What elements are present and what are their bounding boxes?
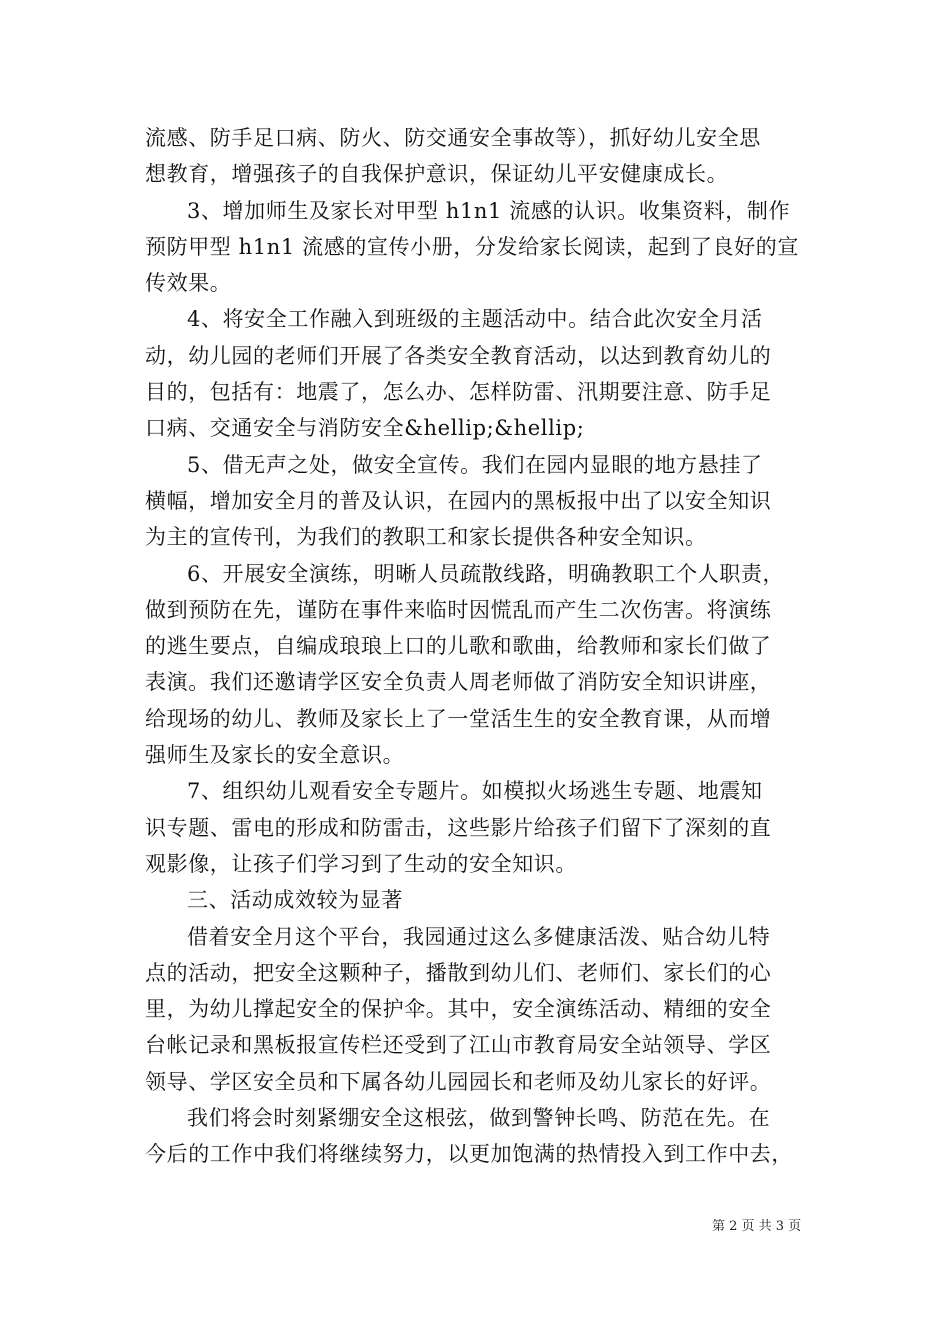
text-line: 口病、交通安全与消防安全&hellip;&hellip; [145, 416, 585, 441]
page-number: 第 2 页 共 3 页 [712, 1219, 802, 1234]
text-line: 台帐记录和黑板报宣传栏还受到了江山市教育局安全站领导、学区 [145, 1033, 772, 1058]
text-line: 动，幼儿园的老师们开展了各类安全教育活动，以达到教育幼儿的 [145, 343, 772, 368]
text-line: 我们将会时刻紧绷安全这根弦，做到警钟长鸣、防范在先。在 [187, 1106, 771, 1131]
text-line: 三、活动成效较为显著 [187, 888, 403, 913]
text-line: 横幅，增加安全月的普及认识，在园内的黑板报中出了以安全知识 [145, 488, 772, 513]
text-line: 5、借无声之处，做安全宣传。我们在园内显眼的地方悬挂了 [187, 452, 763, 477]
text-line: 为主的宣传刊，为我们的教职工和家长提供各种安全知识。 [145, 525, 707, 550]
text-line: 给现场的幼儿、教师及家长上了一堂活生生的安全教育课，从而增 [145, 706, 772, 731]
text-line: 传效果。 [145, 271, 232, 296]
text-line: 预防甲型 h1n1 流感的宣传小册，分发给家长阅读，起到了良好的宣 [145, 234, 799, 259]
text-line: 点的活动，把安全这颗种子，播散到幼儿们、老师们、家长们的心 [145, 960, 772, 985]
text-line: 6、开展安全演练，明晰人员疏散线路，明确教职工个人职责， [187, 561, 785, 586]
text-line: 观影像，让孩子们学习到了生动的安全知识。 [145, 851, 577, 876]
text-line: 做到预防在先，谨防在事件来临时因慌乱而产生二次伤害。将演练 [145, 597, 772, 622]
text-line: 借着安全月这个平台，我园通过这么多健康活泼、贴合幼儿特 [187, 924, 771, 949]
text-line: 领导、学区安全员和下属各幼儿园园长和老师及幼儿家长的好评。 [145, 1069, 772, 1094]
text-line: 目的，包括有：地震了，怎么办、怎样防雷、汛期要注意、防手足 [145, 380, 772, 405]
body-text [145, 120, 815, 1173]
text-line: 识专题、雷电的形成和防雷击，这些影片给孩子们留下了深刻的直 [145, 815, 772, 840]
text-line: 3、增加师生及家长对甲型 h1n1 流感的认识。收集资料，制作 [187, 198, 791, 223]
text-line: 4、将安全工作融入到班级的主题活动中。结合此次安全月活 [187, 307, 763, 332]
text-line: 7、组织幼儿观看安全专题片。如模拟火场逃生专题、地震知 [187, 779, 763, 804]
text-line: 表演。我们还邀请学区安全负责人周老师做了消防安全知识讲座， [145, 670, 772, 695]
text-line: 流感、防手足口病、防火、防交通安全事故等），抓好幼儿安全思 [145, 126, 761, 150]
text-line: 想教育，增强孩子的自我保护意识，保证幼儿平安健康成长。 [145, 162, 729, 187]
text-line: 里，为幼儿撑起安全的保护伞。其中，安全演练活动、精细的安全 [145, 997, 772, 1022]
text-line: 的逃生要点，自编成琅琅上口的儿歌和歌曲，给教师和家长们做了 [145, 634, 772, 659]
text-line: 强师生及家长的安全意识。 [145, 743, 405, 768]
text-line: 今后的工作中我们将继续努力，以更加饱满的热情投入到工作中去， [145, 1142, 793, 1167]
